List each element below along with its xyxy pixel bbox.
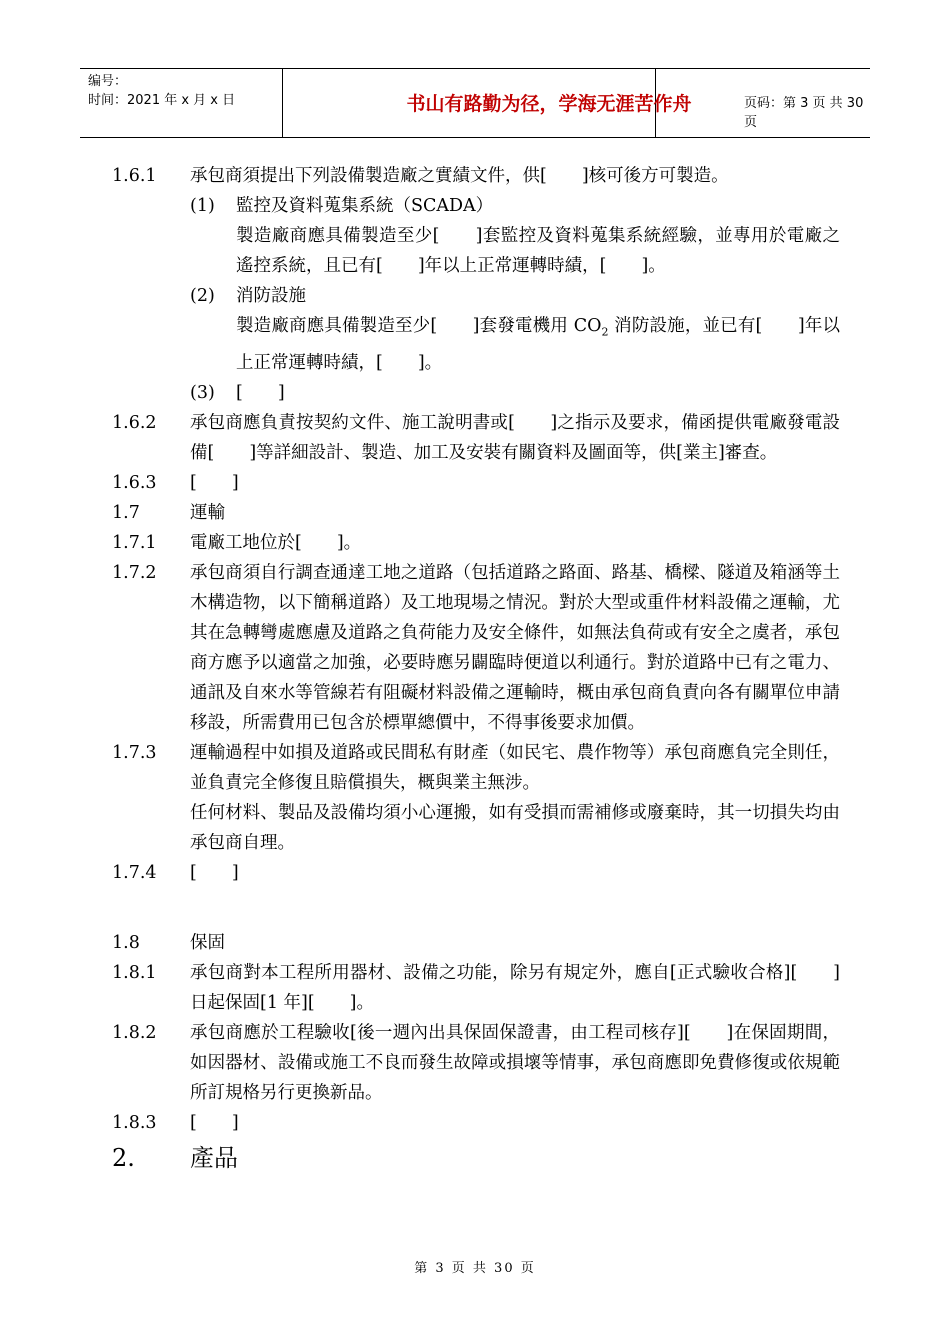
clause-paragraph: 運輸過程中如損及道路或民間私有財產（如民宅、農作物等）承包商應負完全則任，並負責完全修復且賠償損失，概與業主無涉。 xyxy=(190,742,840,793)
item-number: (2) xyxy=(190,286,215,306)
item-text: 製造廠商應具備製造至少[ ]套監控及資料蒐集系統經驗，並專用於電廠之遙控系統，且已有[ ]年以上正常運轉時績，[ ]。 xyxy=(236,226,840,276)
clause-number: 1.8.3 xyxy=(112,1112,157,1133)
section-1-8 xyxy=(112,928,840,958)
clause-number: 1.6.2 xyxy=(112,412,157,433)
clause-text: [ ] xyxy=(190,1112,239,1133)
clause-1-7-2 xyxy=(112,558,840,738)
clause-1-8-1 xyxy=(112,958,840,1018)
chapter-2-heading xyxy=(112,1138,840,1178)
item-number: (3) xyxy=(190,382,215,403)
chapter-number: 2. xyxy=(112,1143,135,1172)
page-header xyxy=(80,68,870,138)
header-divider xyxy=(282,69,283,137)
item-2 xyxy=(112,281,840,311)
subscript: 2 xyxy=(601,325,609,339)
item-text-part: 消防設施，並已有[ ]年以上正常運轉時績，[ ]。 xyxy=(236,316,841,373)
section-title: 保固 xyxy=(190,932,225,953)
item-title: 監控及資料蒐集系統（SCADA） xyxy=(236,196,494,216)
clause-1-8-3 xyxy=(112,1108,840,1138)
clause-text: [ ] xyxy=(190,862,239,883)
clause-text: 承包商須提出下列設備製造廠之實績文件，供[ ]核可後方可製造。 xyxy=(190,166,729,186)
header-page-label: 页码：第 3 页 共 30 页 xyxy=(744,96,864,130)
section-title: 運輸 xyxy=(190,502,225,523)
item-title: 消防設施 xyxy=(236,286,306,306)
clause-paragraph: 任何材料、製品及設備均須小心運搬，如有受損而需補修或廢棄時，其一切損失均由承包商自理。 xyxy=(190,802,840,853)
clause-text xyxy=(190,738,840,858)
item-number: (1) xyxy=(190,196,215,216)
clause-text: 承包商應於工程驗收[後一週內出具保固保證書，由工程司核存][ ]在保固期間，如因器材、設備或施工不良而發生故障或損壞等情事，承包商應即免費修復或依規範所訂規格另行更換新品。 xyxy=(190,1022,840,1103)
clause-number: 1.8.2 xyxy=(112,1022,157,1043)
item-text-part: 製造廠商應具備製造至少[ ]套發電機用 CO xyxy=(236,316,602,336)
clause-text: 承包商應負責按契約文件、施工說明書或[ ]之指示及要求，備函提供電廠發電設備[ ]等詳細設計、製造、加工及安裝有關資料及圖面等，供[業主]審查。 xyxy=(190,412,840,463)
clause-text: 承包商須自行調查通達工地之道路（包括道路之路面、路基、橋樑、隧道及箱涵等土木構造物，以下簡稱道路）及工地現場之情況。對於大型或重件材料設備之運輸，尤其在急轉彎處應慮及道路之負荷能力及安全條件，如無法負荷或有安全之虞者，承包商方應予以適當之加強，必要時應另闢臨時便道以利通行。對於道路中已有之電力、通訊及自來水等管線若有阻礙材料設備之運輸時，概由承包商負責向各有關單位申請移設，所需費用已包含於標單總價中，不得事後要求加價。 xyxy=(190,562,840,733)
clause-1-6-3 xyxy=(112,468,840,498)
item-text xyxy=(112,311,840,378)
chapter-title: 產品 xyxy=(190,1143,238,1172)
clause-number: 1.6.1 xyxy=(112,166,157,186)
clause-1-6-2 xyxy=(112,408,840,468)
clause-number: 1.7.2 xyxy=(112,562,157,583)
clause-number: 1.8.1 xyxy=(112,962,157,983)
clause-1-7-4 xyxy=(112,858,840,888)
clause-1-6-1 xyxy=(112,161,840,191)
clause-1-7-1 xyxy=(112,528,840,558)
clause-text: [ ] xyxy=(190,472,239,493)
section-1-7 xyxy=(112,498,840,528)
date-label: 时间：2021 年 x 月 x 日 xyxy=(88,93,236,108)
clause-1-7-3 xyxy=(112,738,840,858)
clause-text: 電廠工地位於[ ]。 xyxy=(190,532,362,553)
item-1 xyxy=(112,191,840,221)
clause-number: 1.7.3 xyxy=(112,742,157,763)
header-meta xyxy=(88,72,235,110)
section-number: 1.8 xyxy=(112,932,140,953)
clause-text: 承包商對本工程所用器材、設備之功能，除另有規定外，應自[正式驗收合格][ ]日起保固[1 年][ ]。 xyxy=(190,962,840,1013)
section-number: 1.7 xyxy=(112,502,140,523)
page-footer: 第 3 页 共 30 页 xyxy=(414,1261,536,1276)
spacer xyxy=(112,888,840,928)
clause-number: 1.7.1 xyxy=(112,532,157,553)
header-motto: 书山有路勤为径，学海无涯苦作舟 xyxy=(406,93,692,115)
document-body xyxy=(112,161,840,1178)
item-3 xyxy=(112,378,840,408)
item-text: [ ] xyxy=(236,382,285,403)
clause-number: 1.6.3 xyxy=(112,472,157,493)
number-label: 编号： xyxy=(88,74,128,89)
clause-1-8-2 xyxy=(112,1018,840,1108)
clause-number: 1.7.4 xyxy=(112,862,157,883)
